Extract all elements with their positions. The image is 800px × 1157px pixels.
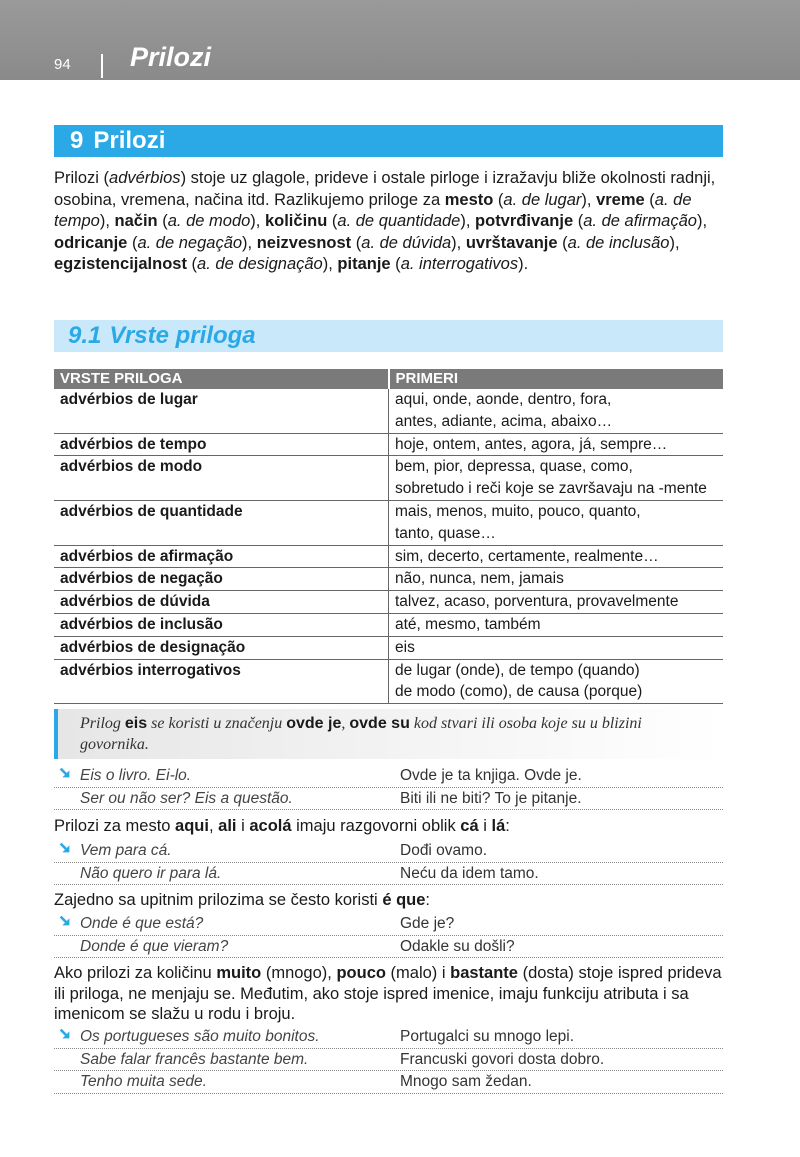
paragraph-quantity [54, 963, 726, 1025]
eis-note-text [80, 715, 642, 753]
adverb-type-cell: advérbios de designação [54, 636, 389, 659]
intro-text [54, 168, 726, 276]
text-run: ovde je [286, 715, 342, 732]
text-run: (malo) i [385, 964, 451, 982]
text-run: ( [573, 212, 584, 231]
examples-e-que [54, 913, 723, 958]
text-run: i [236, 817, 250, 835]
examples-cell [389, 568, 724, 591]
portuguese-example: Ser ou não ser? Eis a questão. [80, 789, 293, 807]
example-line: tanto, quase… [395, 524, 496, 542]
text-run: ) stoje uz glagole, prideve i ostale pirloge i izražavju bliže okolnosti radnji, osobina, vremena, načina itd. Razlikujemo priloge za [54, 169, 716, 209]
text-run: ), [696, 212, 708, 231]
text-run: ( [644, 190, 655, 209]
examples-cell [389, 456, 724, 501]
example-line: de modo (como), de causa (porque) [395, 683, 643, 701]
examples-cell [389, 613, 724, 636]
portuguese-example: Onde é que está? [80, 915, 204, 932]
text-run: ( [493, 190, 504, 209]
serbian-translation: Mnogo sam žedan. [400, 1073, 532, 1090]
table-row [54, 545, 723, 568]
text-run: a. de modo [167, 212, 251, 231]
text-run: , [208, 817, 219, 835]
paragraph-place-adverbs [54, 816, 726, 837]
text-run: Ako prilozi za količinu [54, 964, 217, 982]
text-run: ( [557, 233, 568, 252]
example-line: não, nunca, nem, jamais [395, 570, 564, 588]
text-run: Prilozi ( [54, 169, 110, 187]
text-run: odricanje [54, 233, 128, 252]
text-run: imaju razgovorni oblik [291, 817, 461, 835]
text-run: a. interrogativos [400, 255, 519, 274]
paragraph-e-que [54, 890, 726, 911]
portuguese-example: Não quero ir para lá. [80, 864, 222, 882]
example-row [54, 913, 723, 936]
paragraph-quantity-text [54, 963, 726, 1025]
text-run: pouco [336, 964, 386, 982]
text-run: Zajedno sa upitnim prilozima se često koristi [54, 891, 383, 909]
text-run: ), [451, 233, 466, 252]
text-run: ), [99, 212, 115, 231]
examples-cell [389, 433, 724, 456]
table-body [54, 389, 723, 704]
text-run: lá [491, 817, 506, 835]
text-run: uvrštavanje [465, 233, 558, 252]
portuguese-example: Os portugueses são muito bonitos. [80, 1028, 320, 1045]
text-run: ( [390, 255, 401, 274]
text-run: a. de lugar [503, 190, 582, 209]
subsection-number: 9.1 [68, 322, 102, 349]
table-row [54, 659, 723, 704]
table-row [54, 591, 723, 614]
text-run: (dosta) stoje ispred prideva ili priloga, ne menjaju se. Međutim, ako stoje ispred imenice, imaju funkciju atributa i sa imenicom se slažu u rodu i broju. [54, 964, 722, 1023]
text-run: ), [322, 255, 338, 274]
paragraph-place-adverbs-text [54, 816, 726, 837]
text-run: a. de inclusão [567, 233, 670, 252]
example-row [54, 840, 723, 863]
text-run: količinu [264, 212, 328, 231]
adverb-type-cell: advérbios de modo [54, 456, 389, 501]
example-line: mais, menos, muito, pouco, quanto, [395, 502, 641, 520]
serbian-translation: Biti ili ne biti? To je pitanje. [400, 789, 582, 807]
example-line: eis [395, 638, 415, 656]
example-line: de lugar (onde), de tempo (quando) [395, 661, 640, 679]
text-run: (mnogo), [261, 964, 337, 982]
page-number: 94 [54, 56, 71, 73]
subsection-heading [54, 320, 723, 352]
text-run: Prilog [80, 715, 125, 732]
section-number: 9 [70, 127, 84, 154]
text-run: način [114, 212, 158, 231]
serbian-translation: Neću da idem tamo. [400, 864, 539, 882]
example-line: hoje, ontem, antes, agora, já, sempre… [395, 435, 668, 453]
text-run: aqui [175, 817, 209, 835]
serbian-translation: Dođi ovamo. [400, 842, 488, 859]
examples-eis [54, 765, 723, 810]
text-run: neizvesnost [256, 233, 352, 252]
text-run: a. de afirmação [583, 212, 697, 231]
adverb-type-cell: advérbios de negação [54, 568, 389, 591]
examples-cell [389, 636, 724, 659]
examples-cell [389, 389, 724, 433]
table-row [54, 456, 723, 501]
text-run: a. de tempo [54, 190, 692, 231]
text-run: ), [581, 190, 597, 209]
text-run: eis [124, 715, 148, 732]
section-heading [54, 125, 723, 157]
arrow-down-right-icon [58, 765, 74, 781]
example-row [54, 1071, 723, 1094]
portuguese-example: Sabe falar francês bastante bem. [80, 1050, 309, 1068]
text-run: cá [460, 817, 479, 835]
examples-quantity [54, 1026, 723, 1094]
text-run: vreme [596, 190, 645, 209]
text-run: a. de negação [137, 233, 243, 252]
examples-cell [389, 591, 724, 614]
text-run: muito [216, 964, 262, 982]
header-divider [101, 54, 103, 78]
text-run: a. de quantidade [337, 212, 461, 231]
text-run: bastante [450, 964, 518, 982]
table-row [54, 613, 723, 636]
text-run: egzistencijalnost [54, 255, 187, 274]
arrow-down-right-icon [58, 1026, 74, 1042]
page-header-bar [0, 0, 800, 80]
example-line: sim, decerto, certamente, realmente… [395, 547, 659, 565]
text-run: acolá [249, 817, 292, 835]
example-row [54, 863, 723, 886]
serbian-translation: Odakle su došli? [400, 937, 515, 955]
text-run: mesto [444, 190, 494, 209]
example-line: antes, adiante, acima, abaixo… [395, 412, 613, 430]
text-run: ), [250, 212, 265, 231]
eis-note-box [54, 709, 723, 759]
adverb-type-cell: advérbios interrogativos [54, 659, 389, 704]
table-row [54, 500, 723, 545]
text-run: potvrđivanje [475, 212, 574, 231]
example-line: até, mesmo, também [395, 615, 541, 633]
intro-paragraph [54, 168, 726, 276]
adverb-type-cell: advérbios de tempo [54, 433, 389, 456]
adverb-type-cell: advérbios de inclusão [54, 613, 389, 636]
table-row [54, 389, 723, 433]
portuguese-example: Donde é que vieram? [80, 937, 229, 955]
text-run: se koristi u značenju [147, 715, 287, 732]
text-run: : [425, 891, 431, 909]
text-run: : [505, 817, 510, 835]
text-run: a. de designação [197, 255, 323, 274]
adverb-type-cell: advérbios de dúvida [54, 591, 389, 614]
text-run: ( [351, 233, 362, 252]
table-header-row [54, 369, 723, 389]
examples-cell [389, 545, 724, 568]
adverb-type-cell: advérbios de afirmação [54, 545, 389, 568]
portuguese-example: Vem para cá. [80, 842, 172, 859]
text-run: Prilozi za mesto [54, 817, 176, 835]
adverb-type-cell: advérbios de quantidade [54, 500, 389, 545]
examples-ca-la [54, 840, 723, 885]
arrow-down-right-icon [58, 840, 74, 856]
adverb-types-table [54, 369, 723, 704]
example-line: sobretudo i reči koje se završavaju na -mente [395, 480, 707, 498]
text-run: pitanje [337, 255, 391, 274]
text-run: ali [218, 817, 237, 835]
portuguese-example: Eis o livro. Ei-lo. [80, 767, 192, 784]
serbian-translation: Gde je? [400, 915, 455, 932]
column-header-examples: PRIMERI [389, 369, 724, 389]
text-run: ), [460, 212, 476, 231]
text-run: ). [518, 255, 529, 274]
serbian-translation: Francuski govori dosta dobro. [400, 1050, 605, 1068]
text-run: ), [242, 233, 257, 252]
table-row [54, 433, 723, 456]
example-line: aqui, onde, aonde, dentro, fora, [395, 391, 612, 408]
text-run: i [478, 817, 492, 835]
example-row [54, 1026, 723, 1049]
section-title: Prilozi [93, 127, 166, 154]
column-header-types: VRSTE PRILOGA [54, 369, 389, 389]
text-run: ( [127, 233, 138, 252]
example-row [54, 765, 723, 788]
text-run: ), [669, 233, 680, 252]
paragraph-e-que-text [54, 890, 726, 911]
serbian-translation: Portugalci su mnogo lepi. [400, 1028, 575, 1045]
subsection-title: Vrste priloga [109, 322, 256, 349]
table-row [54, 568, 723, 591]
text-run: a. de dúvida [361, 233, 452, 252]
text-run: ovde su [349, 715, 410, 732]
examples-cell [389, 500, 724, 545]
adverb-type-cell: advérbios de lugar [54, 389, 389, 433]
text-run: advérbios [109, 169, 181, 187]
example-line: talvez, acaso, porventura, provavelmente [395, 593, 679, 611]
text-run: ( [157, 212, 168, 231]
text-run: ( [186, 255, 198, 274]
arrow-down-right-icon [58, 913, 74, 929]
text-run: é que [382, 891, 426, 909]
text-run: , [341, 715, 350, 732]
table-row [54, 636, 723, 659]
serbian-translation: Ovde je ta knjiga. Ovde je. [400, 767, 582, 784]
example-row [54, 1049, 723, 1072]
example-row [54, 936, 723, 959]
examples-cell [389, 659, 724, 704]
running-title: Prilozi [130, 42, 212, 72]
text-run: ( [327, 212, 338, 231]
example-line: bem, pior, depressa, quase, como, [395, 458, 633, 476]
text-run: kod stvari ili osoba koje su u blizini govornika. [80, 715, 642, 753]
portuguese-example: Tenho muita sede. [80, 1073, 207, 1090]
example-row [54, 788, 723, 811]
